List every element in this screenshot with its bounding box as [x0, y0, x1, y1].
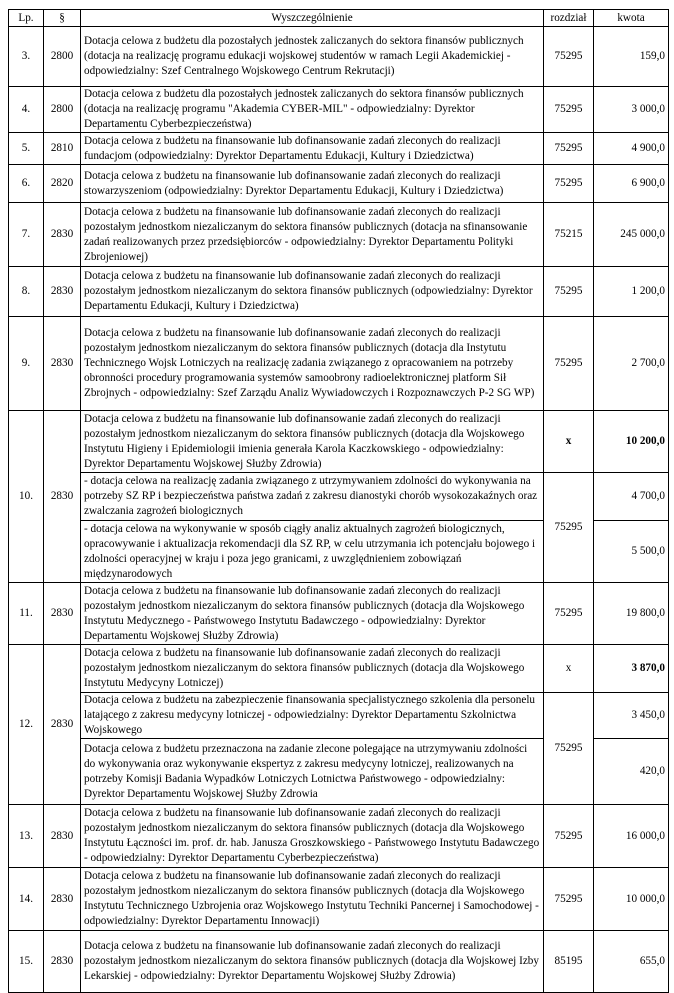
table-row — [9, 165, 669, 203]
row-number: 8. — [9, 267, 44, 317]
table-row — [9, 133, 669, 165]
row-number: 7. — [9, 203, 44, 267]
table-row — [9, 868, 669, 931]
row-description: Dotacja celowa z budżetu na finansowanie lub dofinansowanie zadań zleconych do realizacji pozostałym jednostkom niezaliczanym do sektora finansów publicznych (dotacja dla Wojskowego Instytutu Medycznego - Państwowego Instytutu Badawczego - odpowiedzialny: Dyrektor Departamentu Wojskowej Służby Zdrowia) — [81, 583, 544, 645]
table-row — [9, 645, 669, 693]
row-chapter: 75295 — [544, 267, 594, 317]
row-amount: 19 800,0 — [594, 583, 669, 645]
row-amount: 3 000,0 — [594, 87, 669, 133]
header-row — [9, 10, 669, 27]
row-paragraph: 2800 — [44, 87, 81, 133]
row-amount: 245 000,0 — [594, 203, 669, 267]
row-number: 9. — [9, 317, 44, 411]
row-amount: 16 000,0 — [594, 805, 669, 868]
row-chapter: 85195 — [544, 931, 594, 993]
row-description: Dotacja celowa z budżetu na finansowanie lub dofinansowanie zadań zleconych do realizacji pozostałym jednostkom niezaliczanym do sektora finansów publicznych (dotacja dla Wojskowego Instytutu Medycyny Lotniczej) — [81, 645, 544, 693]
header-lp: Lp. — [9, 10, 44, 27]
row-amount: 10 200,0 — [594, 411, 669, 473]
row-chapter: x — [544, 645, 594, 693]
row-paragraph: 2810 — [44, 133, 81, 165]
row-number: 10. — [9, 411, 44, 583]
row-number: 14. — [9, 868, 44, 931]
table-row — [9, 267, 669, 317]
table-row — [9, 411, 669, 473]
row-chapter: x — [544, 411, 594, 473]
row-amount: 1 200,0 — [594, 267, 669, 317]
row-amount: 6 900,0 — [594, 165, 669, 203]
row-description: Dotacja celowa z budżetu na finansowanie lub dofinansowanie zadań zleconych do realizacji pozostałym jednostkom niezaliczanym do sektora finansów publicznych (dotacja na sfinansowanie zadań realizowanych przez przedsiębiorców - odpowiedzialny: Dyrektor Departamentu Polityki Zbrojeniowej) — [81, 203, 544, 267]
row-description: Dotacja celowa z budżetu dla pozostałych jednostek zaliczanych do sektora finansów publicznych (dotacja na realizację programu edukacji wojskowej studentów w ramach Legii Akademickiej - odpowiedzialny: Szef Centralnego Wojskowego Centrum Rekrutacji) — [81, 27, 544, 87]
row-chapter: 75295 — [544, 87, 594, 133]
row-description: Dotacja celowa z budżetu na finansowanie lub dofinansowanie zadań zleconych do realizacji pozostałym jednostkom niezaliczanym do sektora finansów publicznych (odpowiedzialny: Dyrektor Departamentu Edukacji, Kultury i Dziedzictwa) — [81, 267, 544, 317]
row-chapter: 75215 — [544, 203, 594, 267]
row-chapter: 75295 — [544, 133, 594, 165]
subrow-amount: 5 500,0 — [594, 521, 669, 583]
row-paragraph: 2830 — [44, 805, 81, 868]
row-description: Dotacja celowa z budżetu na finansowanie lub dofinansowanie zadań zleconych do realizacji fundacjom (odpowiedzialny: Dyrektor Departamentu Edukacji, Kultury i Dziedzictwa) — [81, 133, 544, 165]
table-row — [9, 317, 669, 411]
row-paragraph: 2830 — [44, 868, 81, 931]
table-row — [9, 931, 669, 993]
subrow-amount: 420,0 — [594, 739, 669, 805]
subrow-description: - dotacja celowa na wykonywanie w sposób ciągły analiz aktualnych zagrożeń biologicznych, opracowywanie i aktualizacja rekomendacji dla SZ RP, w celu utrzymania ich potencjału bojowego i zdolności operacyjnej w kraju i poza jego granicami, z uwzględnieniem zobowiązań międzynarodowych — [81, 521, 544, 583]
header-amount: kwota — [594, 10, 669, 27]
row-description: Dotacja celowa z budżetu na finansowanie lub dofinansowanie zadań zleconych do realizacji pozostałym jednostkom niezaliczanym do sektora finansów publicznych (dotacja dla Wojskowego Instytutu Łączności im. prof. dr. hab. Janusza Groszkowskiego - Państwowego Instytutu Badawczego - odpowiedzialny: Dyrektor Departamentu Cyberbezpieczeństwa) — [81, 805, 544, 868]
row-amount: 655,0 — [594, 931, 669, 993]
row-paragraph: 2830 — [44, 931, 81, 993]
table-row — [9, 805, 669, 868]
subrow-amount: 3 450,0 — [594, 693, 669, 739]
row-chapter: 75295 — [544, 805, 594, 868]
table-row — [9, 27, 669, 87]
row-number: 5. — [9, 133, 44, 165]
row-chapter: 75295 — [544, 583, 594, 645]
table-row — [9, 203, 669, 267]
row-number: 12. — [9, 645, 44, 805]
row-amount: 4 900,0 — [594, 133, 669, 165]
row-chapter: 75295 — [544, 317, 594, 411]
header-paragraph: § — [44, 10, 81, 27]
row-description: Dotacja celowa z budżetu na finansowanie lub dofinansowanie zadań zleconych do realizacji pozostałym jednostkom niezaliczanym do sektora finansów publicznych (dotacja dla Wojskowej Izby Lekarskiej - odpowiedzialny: Dyrektor Departamentu Wojskowej Służby Zdrowia) — [81, 931, 544, 993]
subrow-description: Dotacja celowa z budżetu przeznaczona na zadanie zlecone polegające na utrzymywaniu zdolności do wykonywania oraz wykonywanie ekspertyz z zakresu medycyny lotniczej, realizowanych na potrzeby Komisji Badania Wypadków Lotniczych Lotnictwa Państwowego - odpowiedzialny: Dyrektor Departamentu Wojskowej Służby Zdrowia — [81, 739, 544, 805]
row-paragraph: 2830 — [44, 645, 81, 805]
row-number: 6. — [9, 165, 44, 203]
row-amount: 10 000,0 — [594, 868, 669, 931]
row-description: Dotacja celowa z budżetu dla pozostałych jednostek zaliczanych do sektora finansów publicznych (dotacja na realizację programu "Akademia CYBER-MIL" - odpowiedzialny: Dyrektor Departamentu Cyberbezpieczeństwa) — [81, 87, 544, 133]
table-subrow — [9, 473, 669, 521]
row-paragraph: 2830 — [44, 203, 81, 267]
row-chapter: 75295 — [544, 27, 594, 87]
row-paragraph: 2800 — [44, 27, 81, 87]
table-subrow — [9, 693, 669, 739]
row-paragraph: 2820 — [44, 165, 81, 203]
row-amount: 159,0 — [594, 27, 669, 87]
row-number: 3. — [9, 27, 44, 87]
subrow-description: - dotacja celowa na realizację zadania związanego z utrzymywaniem zdolności do wykonywania na potrzeby SZ RP i bezpieczeństwa państwa zadań z zakresu dianostyki chorób wysokozakaźnych oraz zwalczania zagrożeń biologicznych — [81, 473, 544, 521]
row-number: 13. — [9, 805, 44, 868]
budget-table — [8, 9, 669, 993]
row-chapter: 75295 — [544, 868, 594, 931]
row-description: Dotacja celowa z budżetu na finansowanie lub dofinansowanie zadań zleconych do realizacji pozostałym jednostkom niezaliczanym do sektora finansów publicznych (dotacja dla Wojskowego Instytutu Higieny i Epidemiologii imienia generała Karola Kaczkowskiego - odpowiedzialny: Dyrektor Departamentu Wojskowej Służby Zdrowia) — [81, 411, 544, 473]
subrow-amount: 4 700,0 — [594, 473, 669, 521]
row-paragraph: 2830 — [44, 583, 81, 645]
row-description: Dotacja celowa z budżetu na finansowanie lub dofinansowanie zadań zleconych do realizacji pozostałym jednostkom niezaliczanym do sektora finansów publicznych (dotacja dla Wojskowego Instytutu Technicznego Uzbrojenia oraz Wojskowego Instytutu Techniki Pancernej i Samochodowej - odpowiedzialny: Dyrektor Departamentu Innowacji) — [81, 868, 544, 931]
row-amount: 3 870,0 — [594, 645, 669, 693]
table-row — [9, 583, 669, 645]
row-description: Dotacja celowa z budżetu na finansowanie lub dofinansowanie zadań zleconych do realizacji stowarzyszeniom (odpowiedzialny: Dyrektor Departamentu Edukacji, Kultury i Dziedzictwa) — [81, 165, 544, 203]
row-description: Dotacja celowa z budżetu na finansowanie lub dofinansowanie zadań zleconych do realizacji pozostałym jednostkom niezaliczanym do sektora finansów publicznych (dotacja dla Instytutu Technicznego Wojsk Lotniczych na realizację zadania związanego z opracowaniem na potrzeby obronności procedury programowania systemów samoobrony radioelektronicznej platform Sił Zbrojnych - odpowiedzialny: Szef Zarządu Analiz Wywiadowczych i Rozpoznawczych P-2 SG WP) — [81, 317, 544, 411]
row-amount: 2 700,0 — [594, 317, 669, 411]
table-row — [9, 87, 669, 133]
subrow-description: Dotacja celowa z budżetu na zabezpieczenie finansowania specjalistycznego szkolenia dla personelu latającego z zakresu medycyny lotniczej - odpowiedzialny: Dyrektor Departamentu Szkolnictwa Wojskowego — [81, 693, 544, 739]
subrow-chapter: 75295 — [544, 693, 594, 805]
row-number: 11. — [9, 583, 44, 645]
row-number: 4. — [9, 87, 44, 133]
row-chapter: 75295 — [544, 165, 594, 203]
row-paragraph: 2830 — [44, 317, 81, 411]
row-number: 15. — [9, 931, 44, 993]
header-chapter: rozdział — [544, 10, 594, 27]
row-paragraph: 2830 — [44, 267, 81, 317]
row-paragraph: 2830 — [44, 411, 81, 583]
header-description: Wyszczególnienie — [81, 10, 544, 27]
subrow-chapter: 75295 — [544, 473, 594, 583]
